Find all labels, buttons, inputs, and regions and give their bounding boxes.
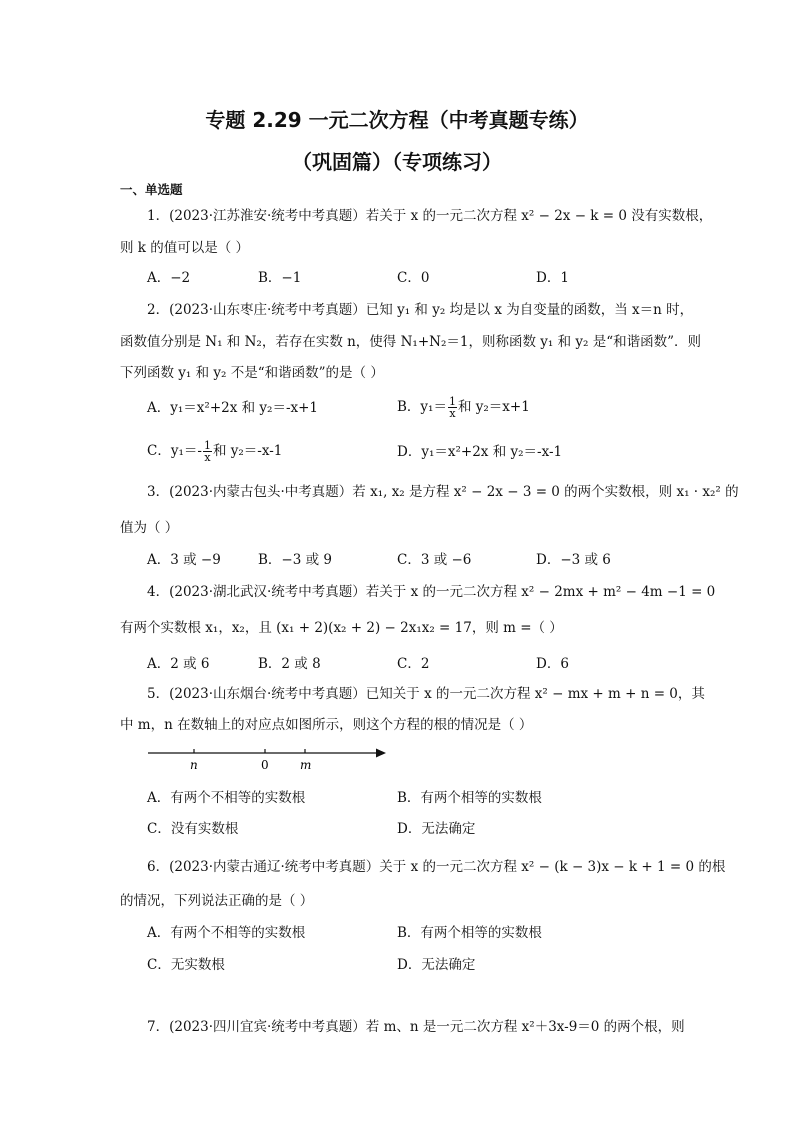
q3-option-a: A．3 或 −9	[147, 552, 221, 568]
q4-option-b: B．2 或 8	[258, 656, 321, 672]
q3-line1: 3．(2023·内蒙古包头·中考真题）若 x₁, x₂ 是方程 x² − 2x − 3 = 0 的两个实数根，则 x₁ · x₂² 的	[147, 484, 739, 500]
q3-option-d: D．−3 或 6	[536, 552, 611, 568]
q6-option-c: C．无实数根	[147, 957, 225, 973]
q4-option-a: A．2 或 6	[147, 656, 210, 672]
q2-option-c	[147, 440, 282, 463]
q2-line2: 函数值分别是 N₁ 和 N₂，若存在实数 n，使得 N₁+N₂＝1，则称函数 y₁ 和 y₂ 是“和谐函数”．则	[120, 334, 701, 350]
q1-option-d: D．1	[536, 270, 569, 286]
q4-line1: 4．(2023·湖北武汉·统考中考真题）若关于 x 的一元二次方程 x² − 2mx + m² − 4m −1 = 0	[147, 584, 716, 600]
q4-option-c: C．2	[397, 656, 430, 672]
q5-option-a: A．有两个不相等的实数根	[147, 790, 306, 806]
q6-option-b: B．有两个相等的实数根	[397, 925, 542, 941]
q5-option-c: C．没有实数根	[147, 821, 239, 837]
axis-label-zero: 0	[261, 758, 269, 772]
q2-line1: 2．(2023·山东枣庄·统考中考真题）已知 y₁ 和 y₂ 均是以 x 为自变量的函数，当 x＝n 时，	[147, 302, 694, 318]
fraction-denominator: x	[204, 451, 211, 464]
q7-line1: 7．(2023·四川宜宾·统考中考真题）若 m、n 是一元二次方程 x²＋3x-9＝0 的两个根，则	[147, 1019, 685, 1035]
q1-option-c: C．0	[397, 270, 430, 286]
fraction	[203, 440, 212, 463]
q6-line1: 6．(2023·内蒙古通辽·统考中考真题）关于 x 的一元二次方程 x² − (k − 3)x − k + 1 = 0 的根	[147, 859, 726, 875]
axis-label-m: m	[300, 758, 312, 772]
q5-line2: 中 m，n 在数轴上的对应点如图所示，则这个方程的根的情况是（ ）	[120, 717, 533, 733]
q4-option-d: D．6	[536, 656, 569, 672]
arrow-head-icon	[376, 749, 386, 758]
q6-option-a: A．有两个不相等的实数根	[147, 925, 306, 941]
q2-option-b-suffix: 和 y₂＝x+1	[457, 399, 530, 415]
q1-line2: 则 k 的值可以是（ ）	[120, 240, 250, 256]
q2-option-c-suffix: 和 y₂＝-x-1	[212, 443, 283, 459]
q6-option-d: D．无法确定	[397, 957, 476, 973]
q5-option-d: D．无法确定	[397, 821, 476, 837]
fraction	[448, 396, 457, 419]
fraction-numerator: 1	[203, 439, 211, 452]
q2-option-d: D．y₁＝x²+2x 和 y₂＝-x-1	[397, 444, 563, 460]
q3-option-c: C．3 或 −6	[397, 552, 472, 568]
page-subtitle: （巩固篇）（专项练习）	[292, 150, 502, 174]
fraction-denominator: x	[449, 407, 456, 420]
axis-label-n: n	[190, 758, 198, 772]
q2-line3: 下列函数 y₁ 和 y₂ 不是“和谐函数”的是（ ）	[120, 365, 384, 381]
number-line-figure	[146, 742, 396, 774]
q6-line2: 的情况，下列说法正确的是（ ）	[120, 893, 314, 909]
fraction-numerator: 1	[448, 395, 456, 408]
q4-line2: 有两个实数根 x₁，x₂，且 (x₁ + 2)(x₂ + 2) − 2x₁x₂ = 17，则 m =（ ）	[120, 620, 563, 636]
q5-line1: 5．(2023·山东烟台·统考中考真题）已知关于 x 的一元二次方程 x² − mx + m + n = 0，其	[147, 686, 705, 702]
q3-line2: 值为（ ）	[120, 520, 179, 536]
q1-option-a: A．−2	[147, 270, 191, 286]
section-heading: 一、单选题	[120, 182, 183, 197]
q3-option-b: B．−3 或 9	[258, 552, 332, 568]
q2-option-a: A．y₁＝x²+2x 和 y₂＝-x+1	[147, 400, 319, 416]
q2-option-b	[397, 396, 530, 419]
q1-line1: 1．(2023·江苏淮安·统考中考真题）若关于 x 的一元二次方程 x² − 2x − k = 0 没有实数根，	[147, 208, 713, 224]
q5-option-b: B．有两个相等的实数根	[397, 790, 542, 806]
q2-option-b-prefix: B．y₁＝	[397, 399, 447, 415]
q1-option-b: B．−1	[258, 270, 302, 286]
q2-option-c-prefix: C．y₁＝-	[147, 443, 202, 459]
page-title: 专题 2.29 一元二次方程（中考真题专练）	[205, 108, 589, 132]
